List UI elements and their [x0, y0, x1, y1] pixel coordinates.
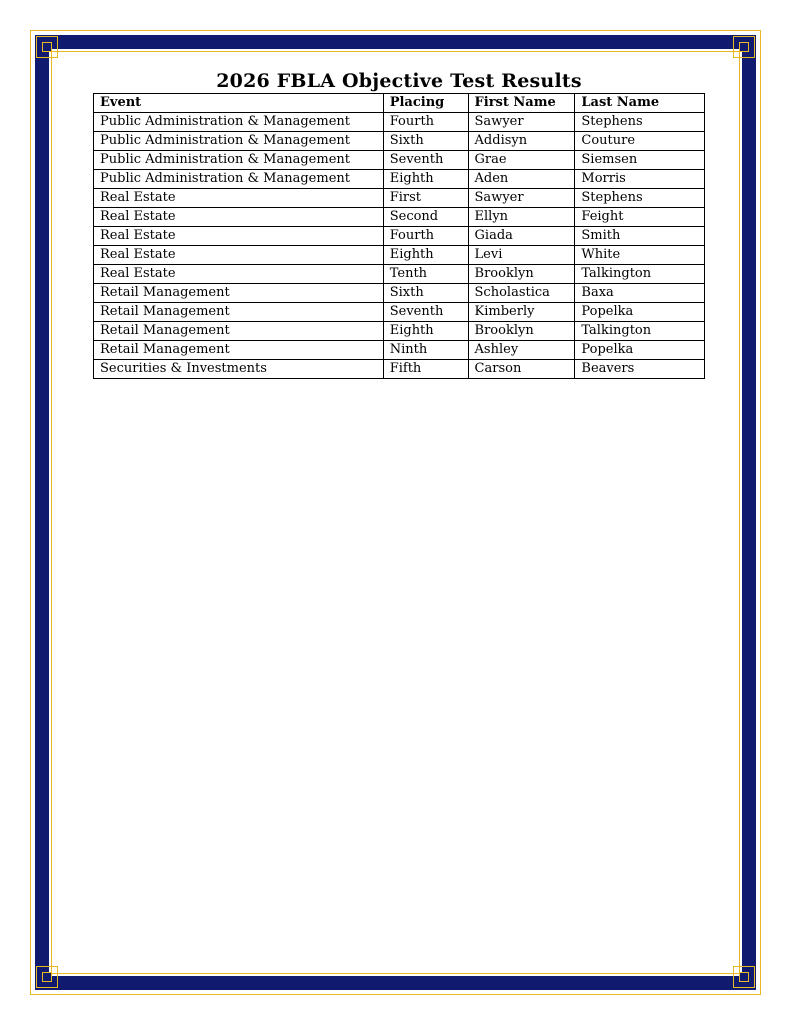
cell-placing: First — [383, 189, 468, 208]
cell-event: Retail Management — [94, 303, 384, 322]
results-table-body — [94, 113, 705, 379]
cell-last-name: White — [575, 246, 705, 265]
cell-last-name: Siemsen — [575, 151, 705, 170]
page-title: 2026 FBLA Objective Test Results — [216, 70, 582, 92]
corner-square-bottom-right — [739, 972, 749, 982]
cell-first-name: Brooklyn — [468, 265, 575, 284]
cell-first-name: Levi — [468, 246, 575, 265]
header-placing: Placing — [383, 94, 468, 113]
table-row — [94, 132, 705, 151]
table-header-row — [94, 94, 705, 113]
cell-first-name: Addisyn — [468, 132, 575, 151]
table-row — [94, 284, 705, 303]
cell-first-name: Scholastica — [468, 284, 575, 303]
cell-last-name: Baxa — [575, 284, 705, 303]
cell-last-name: Feight — [575, 208, 705, 227]
cell-last-name: Stephens — [575, 113, 705, 132]
cell-last-name: Popelka — [575, 341, 705, 360]
table-row — [94, 227, 705, 246]
table-row — [94, 341, 705, 360]
corner-square-top-right — [739, 42, 749, 52]
cell-placing: Eighth — [383, 170, 468, 189]
cell-last-name: Talkington — [575, 265, 705, 284]
table-row — [94, 360, 705, 379]
cell-event: Retail Management — [94, 322, 384, 341]
cell-last-name: Couture — [575, 132, 705, 151]
cell-first-name: Sawyer — [468, 113, 575, 132]
cell-placing: Eighth — [383, 322, 468, 341]
table-row — [94, 151, 705, 170]
cell-event: Real Estate — [94, 265, 384, 284]
table-row — [94, 246, 705, 265]
cell-first-name: Brooklyn — [468, 322, 575, 341]
cell-placing: Seventh — [383, 303, 468, 322]
table-row — [94, 322, 705, 341]
cell-last-name: Talkington — [575, 322, 705, 341]
results-table — [93, 93, 705, 379]
cell-placing: Second — [383, 208, 468, 227]
cell-event: Public Administration & Management — [94, 151, 384, 170]
table-row — [94, 265, 705, 284]
cell-event: Public Administration & Management — [94, 113, 384, 132]
cell-placing: Sixth — [383, 132, 468, 151]
cell-placing: Tenth — [383, 265, 468, 284]
cell-event: Securities & Investments — [94, 360, 384, 379]
cell-first-name: Kimberly — [468, 303, 575, 322]
cell-event: Real Estate — [94, 246, 384, 265]
header-last-name: Last Name — [575, 94, 705, 113]
cell-last-name: Beavers — [575, 360, 705, 379]
cell-first-name: Aden — [468, 170, 575, 189]
cell-placing: Eighth — [383, 246, 468, 265]
cell-event: Public Administration & Management — [94, 132, 384, 151]
cell-first-name: Ellyn — [468, 208, 575, 227]
header-first-name: First Name — [468, 94, 575, 113]
cell-event: Real Estate — [94, 208, 384, 227]
table-row — [94, 189, 705, 208]
cell-placing: Fourth — [383, 113, 468, 132]
cell-placing: Sixth — [383, 284, 468, 303]
cell-placing: Fifth — [383, 360, 468, 379]
cell-event: Real Estate — [94, 189, 384, 208]
cell-placing: Seventh — [383, 151, 468, 170]
cell-event: Retail Management — [94, 341, 384, 360]
cell-first-name: Carson — [468, 360, 575, 379]
cell-event: Real Estate — [94, 227, 384, 246]
cell-placing: Fourth — [383, 227, 468, 246]
table-row — [94, 170, 705, 189]
cell-event: Retail Management — [94, 284, 384, 303]
corner-square-top-left — [42, 42, 52, 52]
header-event: Event — [94, 94, 384, 113]
cell-first-name: Grae — [468, 151, 575, 170]
cell-placing: Ninth — [383, 341, 468, 360]
table-row — [94, 303, 705, 322]
table-row — [94, 208, 705, 227]
corner-square-bottom-left — [42, 972, 52, 982]
cell-first-name: Ashley — [468, 341, 575, 360]
cell-last-name: Popelka — [575, 303, 705, 322]
cell-last-name: Smith — [575, 227, 705, 246]
cell-last-name: Morris — [575, 170, 705, 189]
cell-event: Public Administration & Management — [94, 170, 384, 189]
cell-last-name: Stephens — [575, 189, 705, 208]
cell-first-name: Giada — [468, 227, 575, 246]
cell-first-name: Sawyer — [468, 189, 575, 208]
table-row — [94, 113, 705, 132]
